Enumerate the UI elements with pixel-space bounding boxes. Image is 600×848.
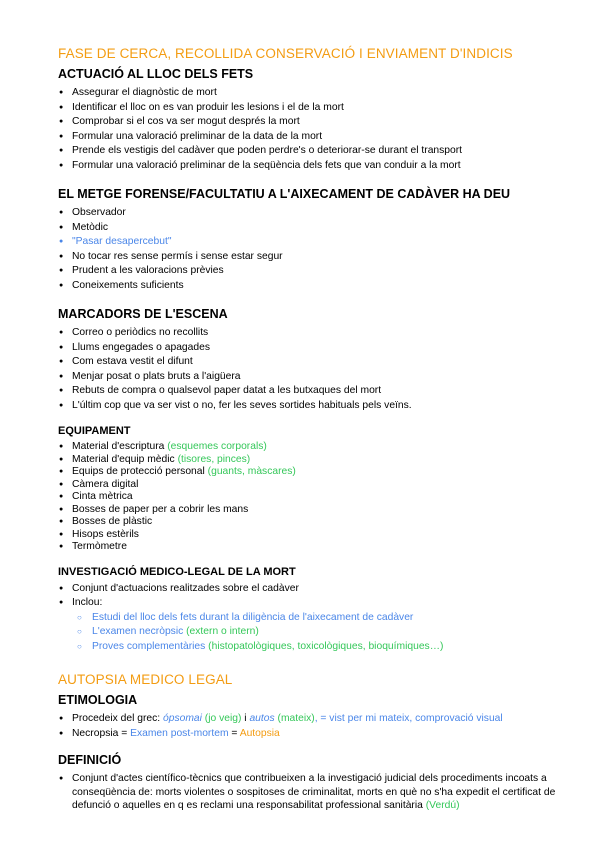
list-equipament bbox=[58, 441, 560, 554]
heading-actuacio: ACTUACIÓ AL LLOC DELS FETS bbox=[58, 67, 254, 81]
heading-metge: EL METGE FORENSE/FACULTATIU A L'AIXECAMENT DE CADÀVER HA DEU bbox=[58, 187, 511, 201]
sub-list-item: ○ Proves complementàries (histopatològiques, toxicològiques, bioquímiques…) bbox=[92, 640, 560, 655]
list-item: ● "Pasar desapercebut" bbox=[72, 235, 560, 250]
list-item: ● Hisops estèrils bbox=[72, 529, 560, 542]
list-item: ● Rebuts de compra o qualsevol paper datat a les butxaques del mort bbox=[72, 384, 560, 399]
list-item: ● Menjar posat o plats bruts a l'aigüera bbox=[72, 370, 560, 385]
list-item: ● Procedeix del grec: ópsomai (jo veig) i autos (mateix), = vist per mi mateix, comprovació visual bbox=[72, 712, 560, 727]
list-item: ● Comprobar si el cos va ser mogut després la mort bbox=[72, 115, 560, 130]
list-etimologia bbox=[58, 712, 560, 741]
list-item: ● Necropsia = Examen post-mortem = Autopsia bbox=[72, 727, 560, 742]
list-item: ● Material d'escriptura (esquemes corporals) bbox=[72, 441, 560, 454]
list-item: ● Prende els vestigis del cadàver que poden perdre's o deteriorar-se durant el transport bbox=[72, 144, 560, 159]
list-item: ● Identificar el lloc on es van produir les lesions i el de la mort bbox=[72, 101, 560, 116]
heading-investigacio: INVESTIGACIÓ MEDICO-LEGAL DE LA MORT bbox=[58, 565, 296, 578]
list-metge bbox=[58, 206, 560, 293]
list-item: ● Correo o periòdics no recollits bbox=[72, 326, 560, 341]
list-item: ● Formular una valoració preliminar de la seqüència dels fets que van conduir a la mort bbox=[72, 159, 560, 174]
list-item: ● Material d'equip mèdic (tisores, pinces) bbox=[72, 454, 560, 467]
section-actuacio bbox=[58, 67, 560, 173]
list-definicio bbox=[58, 772, 560, 813]
sublist-inclou bbox=[58, 611, 560, 655]
list-item: ● Inclou: bbox=[72, 596, 560, 611]
section-metge bbox=[58, 187, 560, 293]
list-item: ● Formular una valoració preliminar de la data de la mort bbox=[72, 130, 560, 145]
list-item: ● Termòmetre bbox=[72, 541, 560, 554]
sub-list-item: ○ Estudi del lloc dels fets durant la diligència de l'aixecament de cadàver bbox=[92, 611, 560, 626]
section-title-fase: FASE DE CERCA, RECOLLIDA CONSERVACIÓ I ENVIAMENT D'INDICIS bbox=[58, 46, 513, 61]
section-title-autopsia: AUTOPSIA MEDICO LEGAL bbox=[58, 672, 233, 687]
list-item: ● Bosses de plàstic bbox=[72, 516, 560, 529]
list-item: ● Bosses de paper per a cobrir les mans bbox=[72, 504, 560, 517]
heading-marcadors: MARCADORS DE L'ESCENA bbox=[58, 307, 228, 321]
section-definicio bbox=[58, 753, 560, 813]
section-etimologia bbox=[58, 693, 560, 741]
list-item: ● Metòdic bbox=[72, 221, 560, 236]
list-actuacio bbox=[58, 86, 560, 173]
list-item: ● Assegurar el diagnòstic de mort bbox=[72, 86, 560, 101]
section-investigacio bbox=[58, 566, 560, 655]
list-item: ● Com estava vestit el difunt bbox=[72, 355, 560, 370]
list-item: ● Prudent a les valoracions prèvies bbox=[72, 264, 560, 279]
list-investigacio bbox=[58, 582, 560, 611]
heading-etimologia: ETIMOLOGIA bbox=[58, 693, 138, 707]
list-item: ● Conjunt d'actuacions realitzades sobre el cadàver bbox=[72, 582, 560, 597]
list-item: ● Conjunt d'actes científico-tècnics que contribueixen a la investigació judicial dels procediments incoats a conseqüència de: morts violentes o sospitoses de criminalitat, morts en què no s'ha expedit el certificat de defunció o aquelles en q es reclami una responsabilitat professional sanitària (Verdú) bbox=[72, 772, 560, 813]
heading-definicio: DEFINICIÓ bbox=[58, 753, 122, 767]
list-item: ● L'últim cop que va ser vist o no, fer les seves sortides habituals pels veïns. bbox=[72, 399, 560, 414]
heading-equipament: EQUIPAMENT bbox=[58, 425, 131, 437]
list-item: ● No tocar res sense permís i sense estar segur bbox=[72, 250, 560, 265]
list-item: ● Coneixements suficients bbox=[72, 279, 560, 294]
list-marcadors bbox=[58, 326, 560, 413]
list-item: ● Llums engegades o apagades bbox=[72, 341, 560, 356]
list-item: ● Càmera digital bbox=[72, 479, 560, 492]
section-marcadors bbox=[58, 307, 560, 413]
list-item: ● Equips de protecció personal (guants, màscares) bbox=[72, 466, 560, 479]
section-equipament bbox=[58, 425, 560, 554]
sub-list-item: ○ L'examen necròpsic (extern o intern) bbox=[92, 625, 560, 640]
list-item: ● Observador bbox=[72, 206, 560, 221]
list-item: ● Cinta mètrica bbox=[72, 491, 560, 504]
